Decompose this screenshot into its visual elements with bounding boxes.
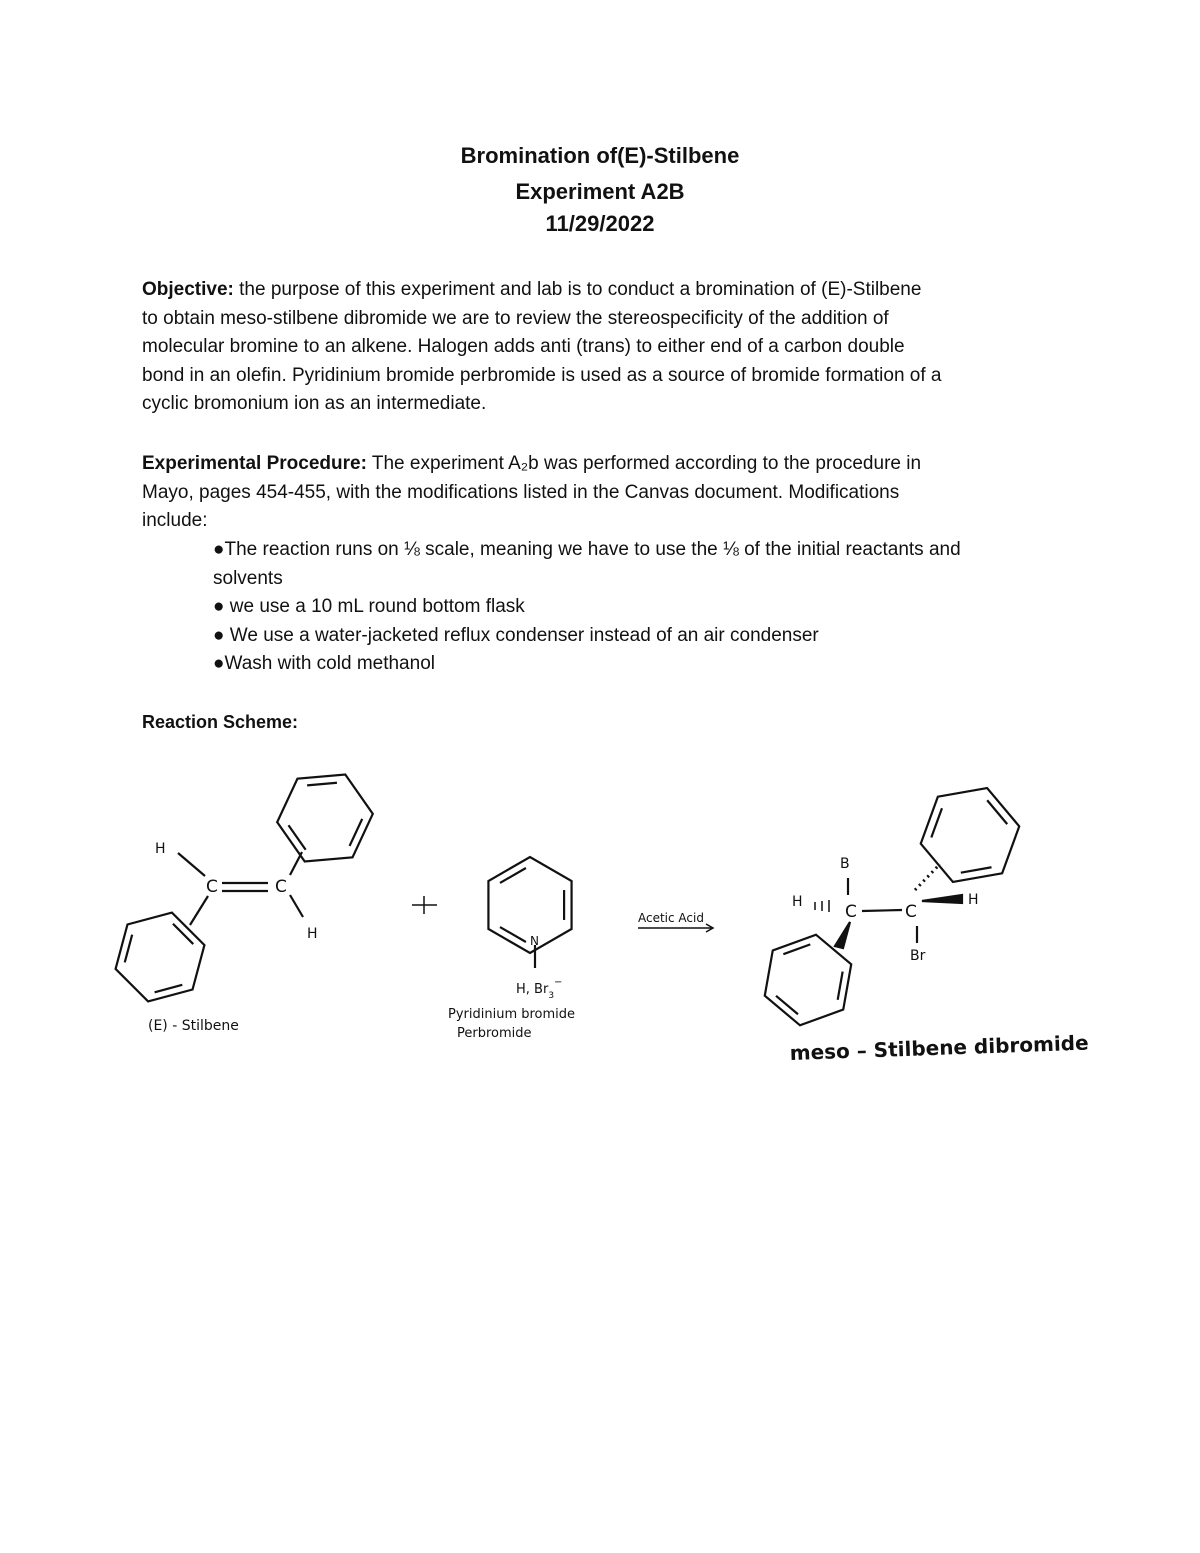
double-bond — [155, 985, 183, 992]
double-bond — [288, 825, 305, 850]
atom-label: C — [845, 902, 857, 922]
procedure-text: Mayo, pages 454-455, with the modifications listed in the Canvas document. Modifications — [142, 482, 900, 503]
modification-item: ● We use a water-jacketed reflux condenser instead of an air condenser — [213, 625, 819, 646]
atom-label: H — [155, 841, 166, 857]
procedure-text: include: — [142, 510, 208, 531]
double-bond — [776, 996, 798, 1014]
atom-label: H — [968, 892, 979, 908]
benzene-ring — [277, 774, 373, 861]
benzene-ring — [765, 935, 851, 1026]
reaction-scheme-heading: Reaction Scheme: — [142, 712, 299, 732]
double-bond — [173, 924, 193, 944]
counterion-label: H, $Br_3^-$ — [516, 977, 563, 1001]
reaction-condition: Acetic Acid — [638, 911, 704, 925]
double-bond — [500, 868, 526, 883]
double-bond — [307, 783, 337, 786]
atom-label: Br — [910, 948, 926, 964]
atom-label: H — [307, 926, 318, 942]
procedure-label: Experimental Procedure: — [142, 453, 367, 474]
objective-text: molecular bromine to an alkene. Halogen adds anti (trans) to either end of a carbon double — [142, 336, 905, 357]
objective-text: the purpose of this experiment and lab is to conduct a bromination of (E)-Stilbene — [233, 279, 922, 300]
atom-label: C — [905, 902, 917, 922]
pyridine-bonds — [412, 896, 713, 968]
benzene-ring — [116, 913, 205, 1002]
atom-label: C — [206, 877, 218, 897]
double-bond — [961, 867, 992, 872]
document-title: Bromination of(E)-Stilbene — [460, 143, 740, 168]
double-bond — [500, 927, 526, 942]
product-label: meso – Stilbene dibromide — [789, 1030, 1089, 1065]
experiment-id: Experiment A2B — [515, 179, 685, 204]
atom-label: H — [792, 894, 803, 910]
nitrogen-label: N — [530, 934, 539, 948]
reagent-name: Pyridinium bromide — [448, 1007, 576, 1022]
modification-item: ●The reaction runs on ⅛ scale, meaning we have to use the ⅛ of the initial reactants and — [213, 539, 961, 560]
modification-item: solvents — [213, 568, 283, 589]
procedure-text: The experiment A₂b was performed according to the procedure in — [366, 453, 922, 474]
atom-label: C — [275, 877, 287, 897]
objective-text: cyclic bromonium ion as an intermediate. — [142, 393, 487, 414]
experiment-date: 11/29/2022 — [545, 211, 655, 236]
benzene-rings — [116, 774, 1020, 1025]
objective-text: bond in an olefin. Pyridinium bromide perbromide is used as a source of bromide formation of a — [142, 365, 942, 386]
atom-label: B — [840, 856, 850, 872]
reagent-name: Perbromide — [457, 1026, 532, 1041]
double-bond — [125, 935, 132, 963]
stilbene-label: (E) - Stilbene — [148, 1018, 239, 1034]
product-bonds — [815, 864, 962, 948]
modification-item: ●Wash with cold methanol — [213, 653, 435, 674]
modification-item: ● we use a 10 mL round bottom flask — [213, 596, 525, 617]
objective-label: Objective: — [142, 279, 234, 300]
objective-text: to obtain meso-stilbene dibromide we are to review the stereospecificity of the addition of — [142, 308, 889, 329]
double-bond — [838, 972, 843, 1000]
double-bond — [987, 800, 1007, 824]
